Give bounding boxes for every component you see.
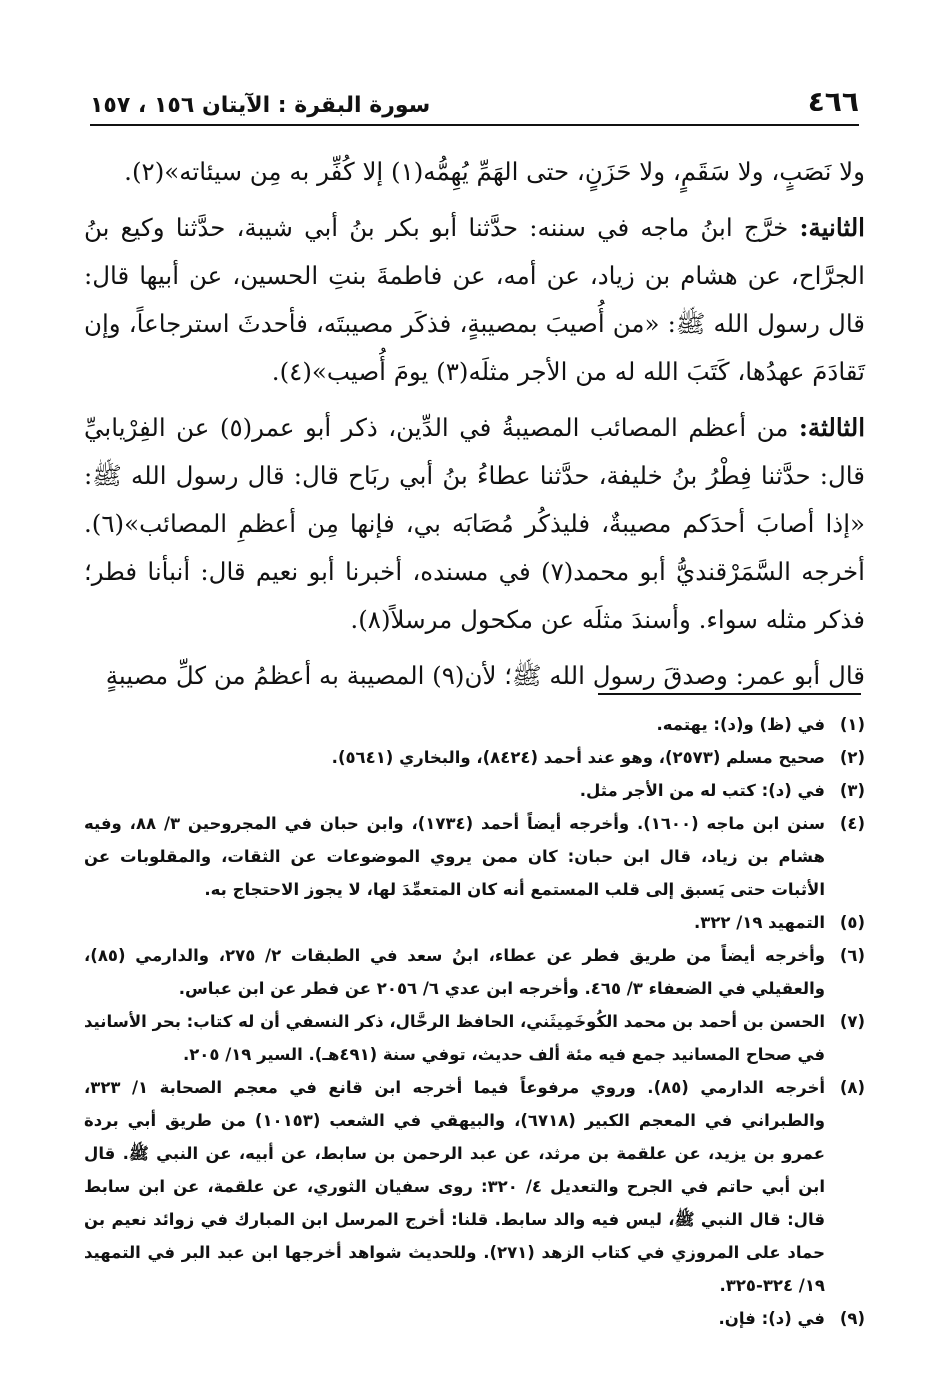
page-header (90, 82, 859, 126)
paragraph-2-text: خرَّج ابنُ ماجه في سننه: حدَّثنا أبو بكر بنُ أبي شيبة، حدَّثنا وكيع بنُ الجرَّاح، عن هشام بن زياد، عن أمه، عن فاطمةَ بنتِ الحسين، عن أبيها قال: قال رسول الله ﷺ: «من أُصيبَ بمصيبةٍ، فذكَر مصيبتَه، فأحدثَ استرجاعاً، وإن تَقادَمَ عهدُها، كَتَبَ الله له من الأجر مثلَه(٣) يومَ أُصيب»(٤). (84, 213, 865, 386)
footnote-number: (٦) (839, 946, 865, 965)
footnote (84, 774, 865, 807)
footnote (84, 1005, 865, 1071)
footnote (84, 906, 865, 939)
footnote-text: في (د): فإن. (718, 1309, 825, 1328)
footnote-number: (٩) (839, 1309, 865, 1328)
footnote (84, 939, 865, 1005)
paragraph-1: ولا نَصَبٍ، ولا سَقَمٍ، ولا حَزَنٍ، حتى الهَمِّ يُهِمُّه(١) إلا كُفِّر به مِن سيئاته»(٢). (124, 157, 865, 186)
footnote-text: في (ظ) و(د): يهتمه. (656, 715, 825, 734)
footnote-number: (٤) (839, 814, 865, 833)
footnote-number: (٥) (839, 913, 865, 932)
footnotes (84, 708, 865, 1335)
footnote (84, 708, 865, 741)
footnote-divider (598, 693, 861, 695)
footnote-text: الحسن بن أحمد بن محمد الكُوخَمِيثَني، الحافظ الرحَّال، ذكر النسفي أن له كتاب: بحر الأسانيد في صحاح المسانيد جمع فيه مئة ألف حديث، توفي سنة (٤٩١هـ). السير ١٩/ ٢٠٥. (84, 1012, 825, 1064)
main-text (84, 148, 865, 708)
footnote-text: وأخرجه أيضاً من طريق فطر عن عطاء، ابنُ سعد في الطبقات ٢/ ٢٧٥، والدارمي (٨٥)، والعقيلي في الضعفاء ٣/ ٤٦٥. وأخرجه ابن عدي ٦/ ٢٠٥٦ عن فطر عن ابن عباس. (84, 946, 826, 998)
running-title: سورة البقرة : الآيتان ١٥٦ ، ١٥٧ (90, 93, 431, 118)
paragraph-3-text: من أعظم المصائب المصيبةُ في الدِّين، ذكر أبو عمر(٥) عن الفِرْيابيِّ قال: حدَّثنا فِطْرُ بنُ خليفة، حدَّثنا عطاءُ بنُ أبي ربَاح قال: قال رسول الله ﷺ: «إذا أصابَ أحدَكم مصيبةٌ، فليذكُر مُصَابَه بي، فإنها مِن أعظمِ المصائب»(٦). أخرجه السَّمَرْقنديُّ أبو محمد(٧) في مسنده، أخبرنا أبو نعيم قال: أنبأنا فطر؛ فذكر مثله سواء. وأسندَ مثلَه عن مكحول مرسلاً(٨). (84, 413, 865, 634)
footnote-number: (٢) (839, 748, 865, 767)
footnote (84, 1302, 865, 1335)
paragraph-3 (84, 404, 865, 644)
footnote (84, 1071, 865, 1302)
footnote-text: صحيح مسلم (٢٥٧٣)، وهو عند أحمد (٨٤٢٤)، والبخاري (٥٦٤١). (331, 748, 825, 767)
footnote-text: أخرجه الدارمي (٨٥). وروي مرفوعاً فيما أخرجه ابن قانع في معجم الصحابة ١/ ٣٢٣، والطبراني في المعجم الكبير (٦٧١٨)، والبيهقي في الشعب (١٠١٥٣) من طريق أبي بردة عمرو بن يزيد، عن علقمة بن مرثد، عن عبد الرحمن بن سابط، عن أبيه، عن النبي ﷺ. قال ابن أبي حاتم في الجرح والتعديل ٤/ ٣٢٠: روى سفيان الثوري، عن علقمة، عن ابن سابط قال: قال النبي ﷺ، ليس فيه والد سابط. قلنا: أخرج المرسل ابن المبارك في زوائد نعيم بن حماد على المروزي في كتاب الزهد (٢٧١). وللحديث شواهد أخرجها ابن عبد البر في التمهيد ١٩/ ٣٢٤-٣٢٥. (84, 1078, 825, 1295)
footnote-number: (٣) (839, 781, 865, 800)
footnote-number: (١) (839, 715, 865, 734)
footnote (84, 741, 865, 774)
paragraph-4: قال أبو عمر: وصدقَ رسول الله ﷺ؛ لأن(٩) المصيبة به أعظمُ من كلِّ مصيبةٍ (105, 661, 865, 690)
footnote-text: سنن ابن ماجه (١٦٠٠). وأخرجه أيضاً أحمد (١٧٣٤)، وابن حبان في المجروحين ٣/ ٨٨، وفيه هشام بن زياد، قال ابن حبان: كان ممن يروي الموضوعات عن الثقات، والمقلوبات عن الأثبات حتى يَسبق إلى قلب المستمع أنه كان المتعمِّدَ لها، لا يجوز الاحتجاج به. (84, 814, 825, 899)
section-label-third: الثالثة: (798, 413, 865, 442)
footnote (84, 807, 865, 906)
paragraph-2 (84, 204, 865, 396)
footnote-text: التمهيد ١٩/ ٣٢٢. (694, 913, 825, 932)
page-number: ٤٦٦ (807, 85, 859, 118)
footnote-number: (٧) (839, 1012, 865, 1031)
section-label-second: الثانية: (799, 213, 865, 242)
footnote-text: في (د): كتب له من الأجر مثل. (579, 781, 825, 800)
footnote-number: (٨) (839, 1078, 865, 1097)
